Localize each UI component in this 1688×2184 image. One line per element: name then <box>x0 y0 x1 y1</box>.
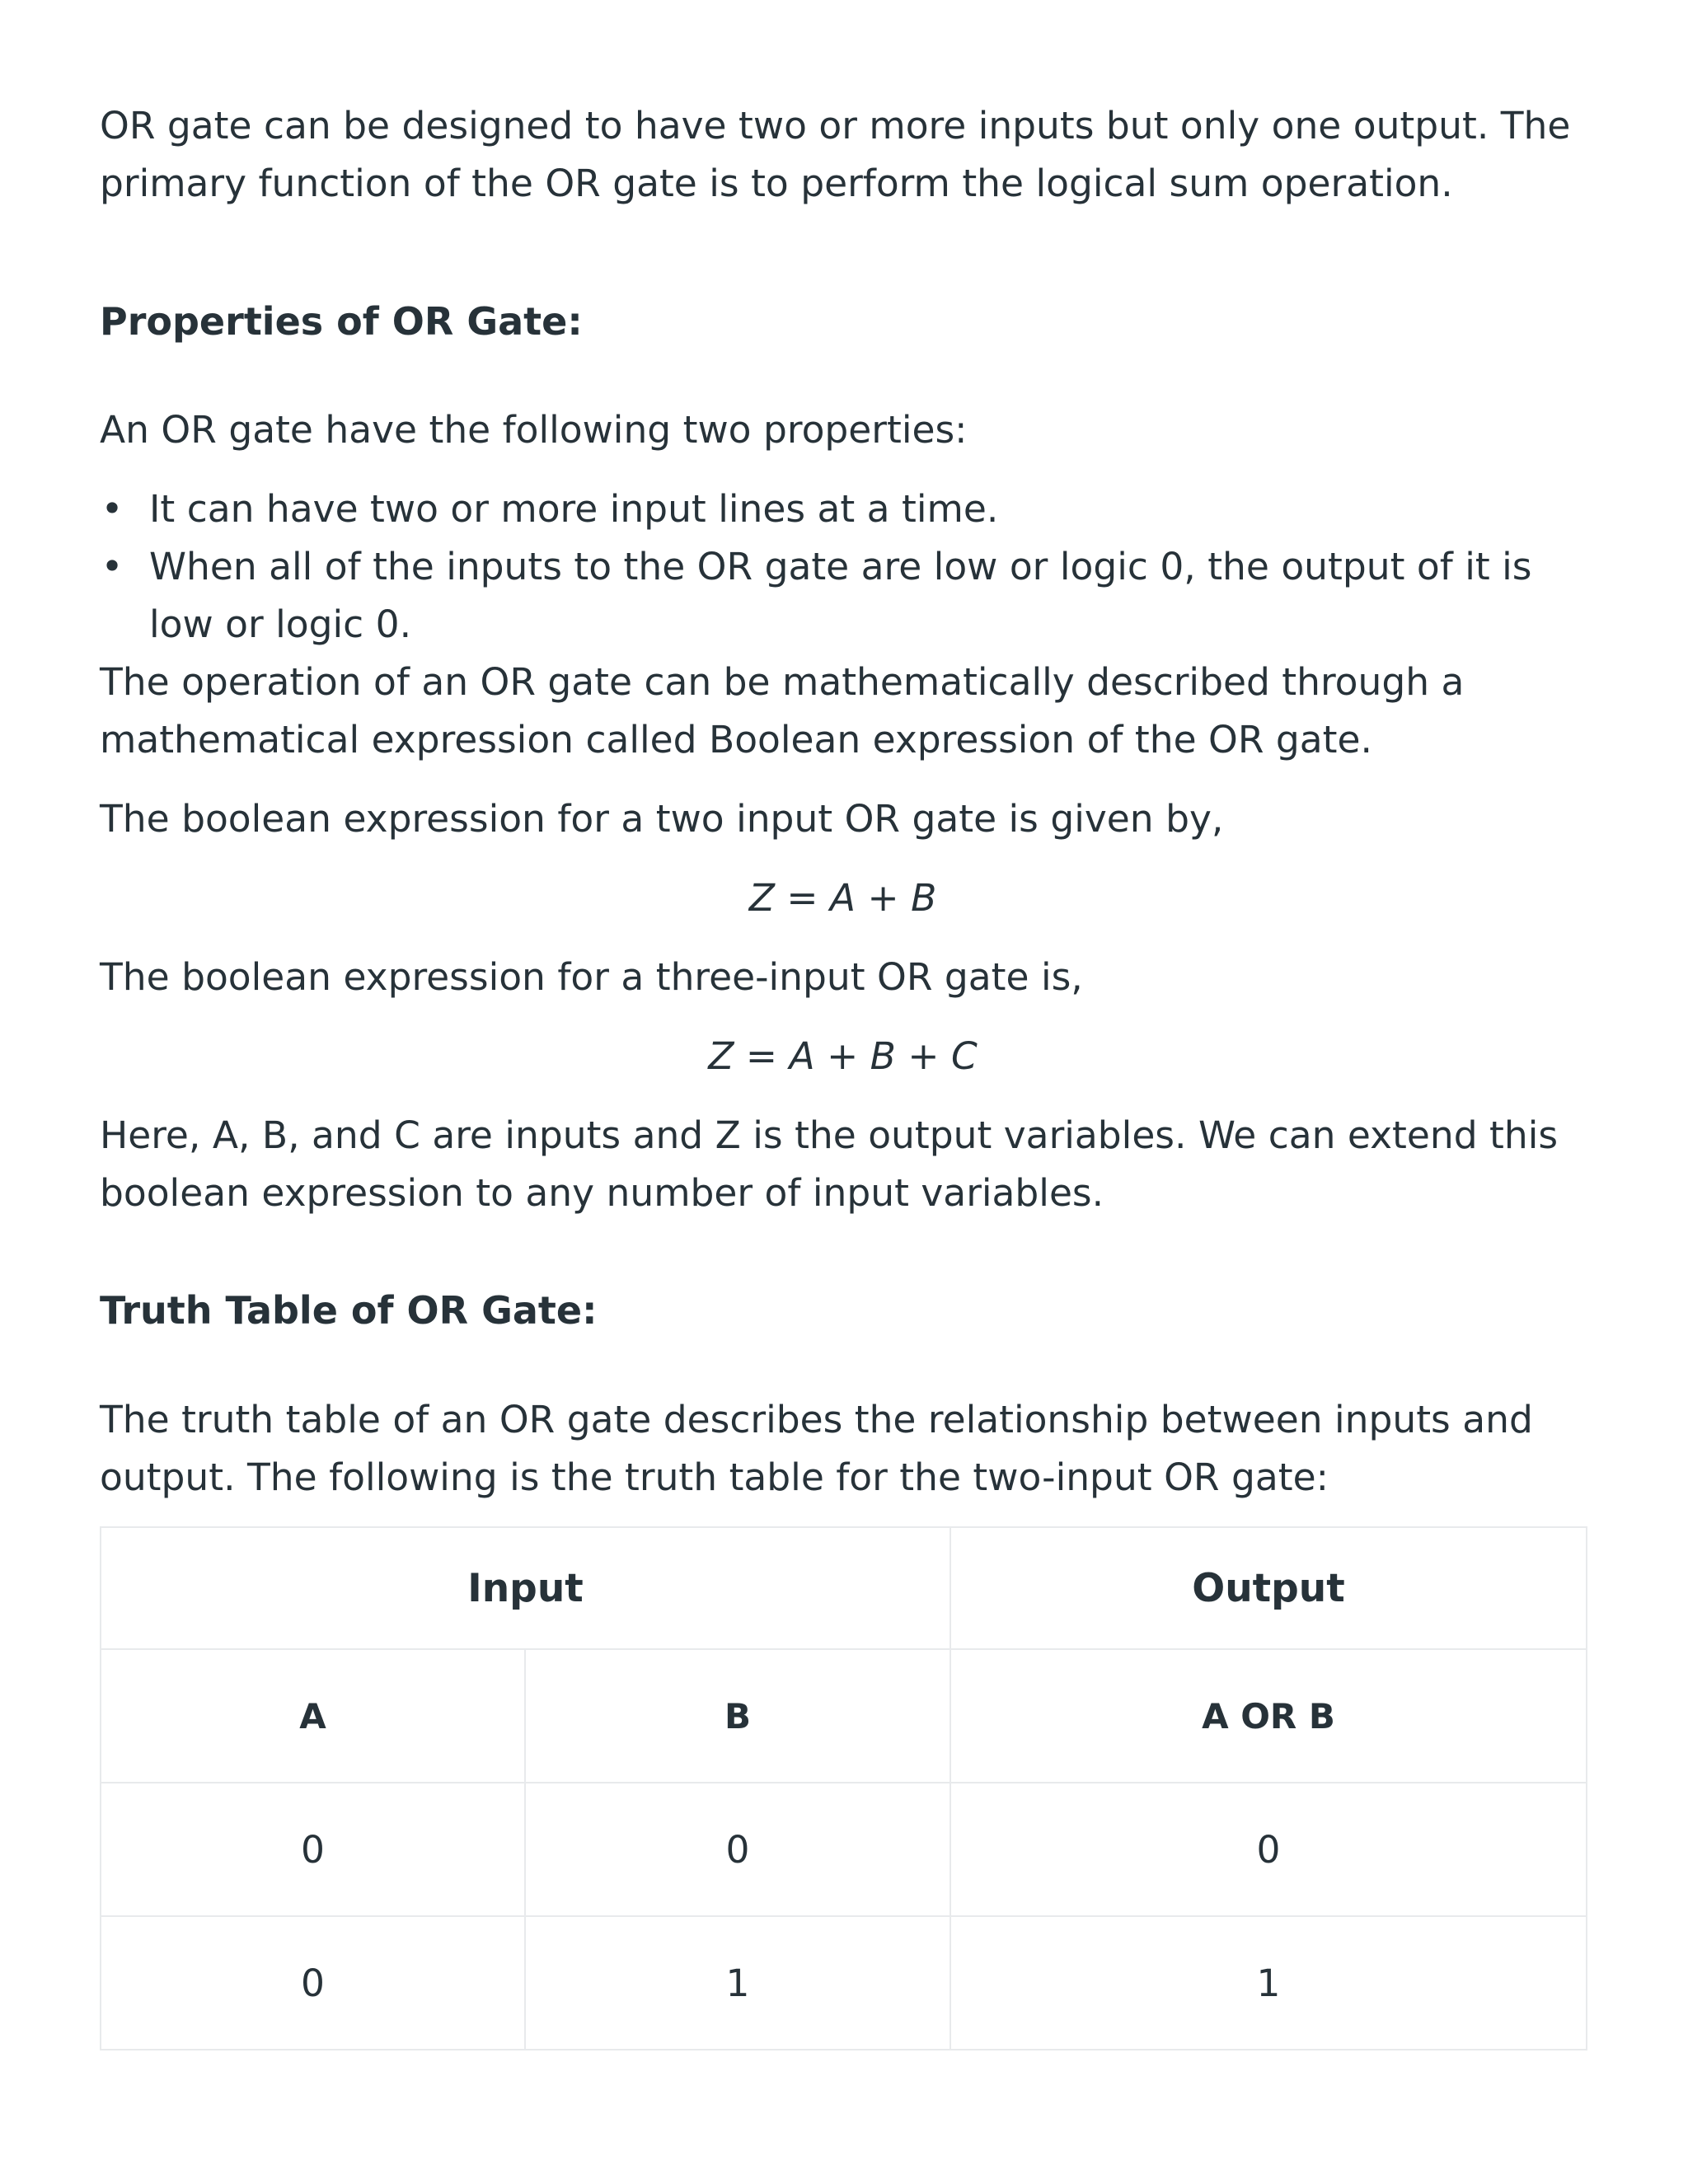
table-cell: 0 <box>950 1783 1587 1916</box>
properties-heading: Properties of OR Gate: <box>100 299 583 344</box>
column-header-a-or-b: A OR B <box>950 1649 1587 1783</box>
three-input-equation: Z = A + B + C <box>708 1034 978 1078</box>
list-item <box>100 480 1586 538</box>
three-input-paragraph: The boolean expression for a three-input OR gate is, <box>100 955 1083 999</box>
truth-table-intro: The truth table of an OR gate describes the relationship between inputs and output. The following is the truth table for the two-input OR gate: <box>100 1398 1533 1499</box>
table-cell: 1 <box>950 1916 1587 2050</box>
list-item-text: When all of the inputs to the OR gate are low or logic 0, the output of it is low or logic 0. <box>149 545 1532 646</box>
table-cell: 1 <box>525 1916 950 2050</box>
input-group-header: Input <box>101 1527 950 1649</box>
bullet-icon: • <box>101 487 124 531</box>
table-row <box>101 1916 1587 2050</box>
variables-paragraph: Here, A, B, and C are inputs and Z is the output variables. We can extend this boolean expression to any number of input variables. <box>100 1113 1559 1215</box>
column-header-a: A <box>101 1649 525 1783</box>
truth-table <box>100 1526 1587 2050</box>
table-cell: 0 <box>525 1783 950 1916</box>
properties-list <box>100 480 1586 654</box>
table-column-header-row <box>101 1649 1587 1783</box>
operation-paragraph: The operation of an OR gate can be mathematically described through a mathematical expression called Boolean expression of the OR gate. <box>100 660 1465 762</box>
column-header-b: B <box>525 1649 950 1783</box>
intro-paragraph: OR gate can be designed to have two or more inputs but only one output. The primary function of the OR gate is to perform the logical sum operation. <box>100 104 1571 205</box>
output-group-header: Output <box>950 1527 1587 1649</box>
table-cell: 0 <box>101 1916 525 2050</box>
bullet-icon: • <box>101 545 124 588</box>
table-row <box>101 1783 1587 1916</box>
two-input-equation: Z = A + B <box>748 876 937 920</box>
list-item-text: It can have two or more input lines at a time. <box>149 487 999 531</box>
truth-table-heading: Truth Table of OR Gate: <box>100 1288 598 1333</box>
table-cell: 0 <box>101 1783 525 1916</box>
list-item <box>100 538 1586 654</box>
properties-intro: An OR gate have the following two properties: <box>100 408 968 452</box>
table-group-header-row <box>101 1527 1587 1649</box>
two-input-paragraph: The boolean expression for a two input OR gate is given by, <box>100 797 1224 841</box>
